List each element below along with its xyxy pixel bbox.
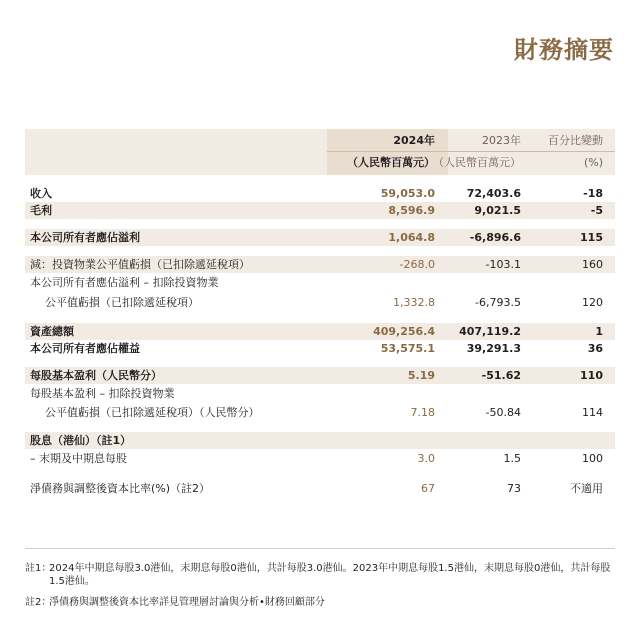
table-row-eps-excl-1: 每股基本盈利 – 扣除投資物業 xyxy=(30,387,175,400)
table-row-gross-profit: 毛利 8,596.9 9,021.5 -5 xyxy=(25,202,615,219)
table-row-revenue: 收入 59,053.0 72,403.6 -18 xyxy=(30,187,603,200)
financial-summary-table xyxy=(25,129,615,499)
table-row-profit-excl-2: 公平值虧損（已扣除遞延稅項） 1,332.8 -6,793.5 120 xyxy=(45,296,603,309)
page-title: 財務摘要 xyxy=(514,36,614,64)
footnote-1: 註1： 2024年中期息每股3.0港仙，末期息每股0港仙，共計每股3.0港仙。2023年中期息每股1.5港仙，末期息每股0港仙，共計每股1.5港仙。 xyxy=(25,563,611,587)
table-row-dividend: 股息（港仙）（註1） xyxy=(25,432,615,449)
table-row-total-assets: 資產總額 409,256.4 407,119.2 1 xyxy=(25,323,615,340)
header-2024-unit: （人民幣百萬元） xyxy=(347,156,435,169)
header-2024-year: 2024年 xyxy=(393,134,435,147)
header-pct-unit: (%) xyxy=(583,156,603,169)
header-2023-unit: （人民幣百萬元） xyxy=(433,156,521,169)
footnotes-divider xyxy=(25,548,615,549)
table-row-profit-excl-1: 本公司所有者應佔溢利 – 扣除投資物業 xyxy=(30,276,219,289)
header-pct-label: 百分比變動 xyxy=(548,134,603,147)
table-row-dividend-per-share: – 末期及中期息每股 3.0 1.5 100 xyxy=(30,452,603,465)
footnotes xyxy=(25,562,615,617)
header-divider xyxy=(327,151,615,152)
table-row-gearing: 淨債務與調整後資本比率(%)（註2） 67 73 不適用 xyxy=(30,482,603,495)
table-row-equity-owners: 本公司所有者應佔權益 53,575.1 39,291.3 36 xyxy=(30,342,603,355)
footnote-2: 註2： 淨債務與調整後資本比率詳見管理層討論與分析•財務回顧部分 xyxy=(25,597,325,608)
header-2023-year: 2023年 xyxy=(482,134,521,147)
table-row-profit-owners: 本公司所有者應佔溢利 1,064.8 -6,896.6 115 xyxy=(25,229,615,246)
table-header xyxy=(25,129,615,175)
table-row-less-impairment: 減：投資物業公平值虧損（已扣除遞延稅項） -268.0 -103.1 160 xyxy=(25,256,615,273)
table-row-eps-excl-2: 公平值虧損（已扣除遞延稅項）（人民幣分） 7.18 -50.84 114 xyxy=(45,406,603,419)
table-row-eps: 每股基本盈利（人民幣分） 5.19 -51.62 110 xyxy=(25,367,615,384)
